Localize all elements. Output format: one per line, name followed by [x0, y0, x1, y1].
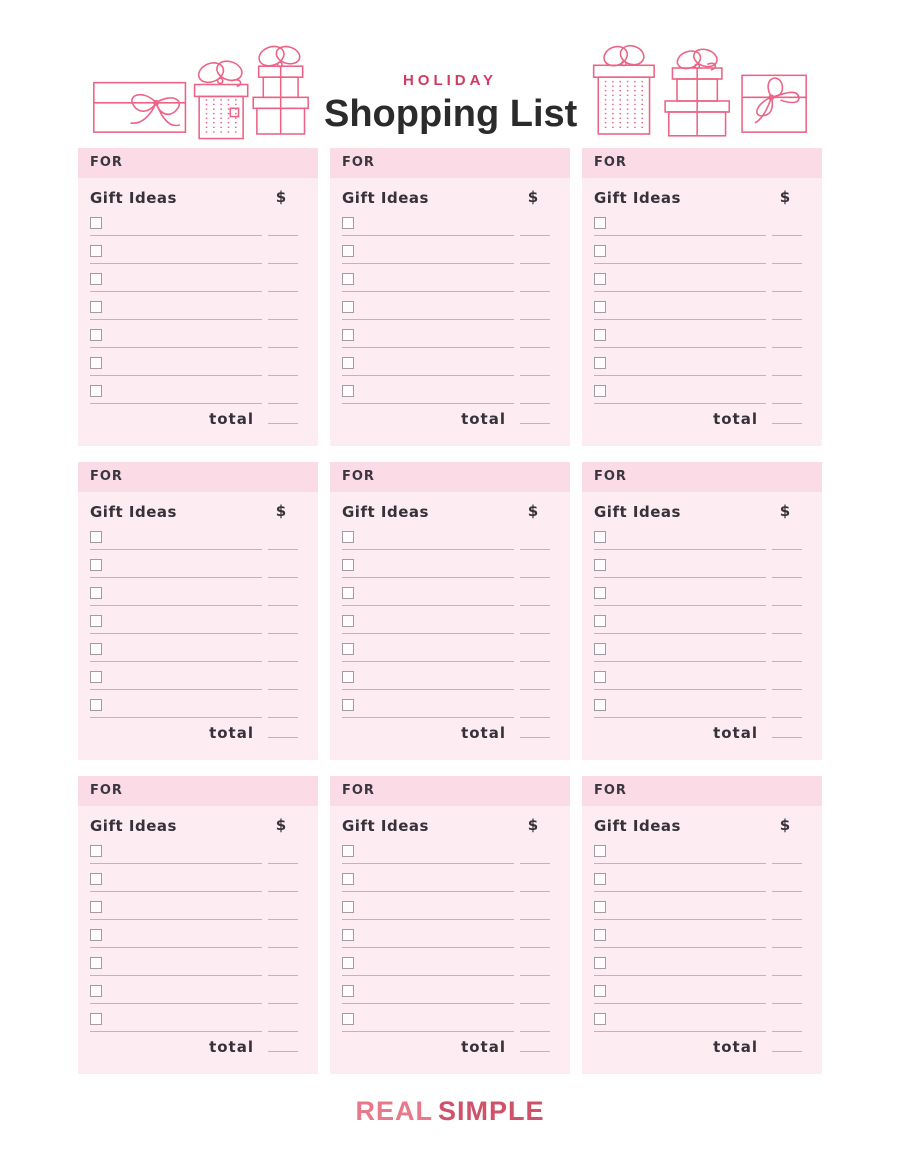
column-header: [594, 502, 802, 522]
gift-row: [342, 662, 550, 690]
gift-checkbox[interactable]: [342, 531, 354, 543]
total-line[interactable]: [772, 423, 802, 424]
gift-checkbox[interactable]: [342, 643, 354, 655]
gift-checkbox[interactable]: [90, 587, 102, 599]
card-body: [582, 816, 822, 1084]
gift-row: [594, 662, 802, 690]
gift-row: [342, 920, 550, 948]
gift-checkbox[interactable]: [342, 929, 354, 941]
gift-boxes-icon: [590, 40, 808, 140]
gift-row: [342, 320, 550, 348]
gift-checkbox[interactable]: [342, 957, 354, 969]
rows: [90, 522, 298, 718]
column-header: [90, 816, 298, 836]
gift-checkbox[interactable]: [90, 273, 102, 285]
gift-row: [342, 1004, 550, 1032]
column-header: [90, 502, 298, 522]
total-row: [90, 718, 298, 745]
gift-row: [342, 578, 550, 606]
gift-boxes-icon: [92, 40, 310, 140]
brand-real: REAL: [355, 1096, 433, 1126]
for-label: FOR: [342, 783, 375, 798]
gift-checkbox[interactable]: [342, 245, 354, 257]
column-header: [90, 188, 298, 208]
gift-checkbox[interactable]: [90, 357, 102, 369]
gift-row: [342, 634, 550, 662]
gift-ideas-label: Gift Ideas: [594, 189, 681, 207]
gift-checkbox[interactable]: [342, 385, 354, 397]
gift-row: [90, 550, 298, 578]
gift-checkbox[interactable]: [594, 587, 606, 599]
gift-row: [90, 578, 298, 606]
rows: [594, 836, 802, 1032]
gift-card: [330, 462, 570, 760]
total-row: [90, 1032, 298, 1059]
total-label: total: [209, 1038, 254, 1056]
total-row: [594, 718, 802, 745]
total-label: total: [461, 410, 506, 428]
card-body: [78, 502, 318, 770]
gift-row: [90, 864, 298, 892]
title-block: [324, 72, 576, 140]
gift-checkbox[interactable]: [90, 217, 102, 229]
gift-ideas-label: Gift Ideas: [594, 817, 681, 835]
gift-row: [594, 348, 802, 376]
card-body: [330, 502, 570, 770]
for-label: FOR: [342, 155, 375, 170]
dollar-symbol: $: [275, 502, 287, 520]
gift-card: [78, 462, 318, 760]
header: [0, 28, 900, 140]
gift-row: [342, 836, 550, 864]
for-band: [78, 148, 318, 178]
rows: [342, 208, 550, 404]
for-band: [582, 776, 822, 806]
dollar-symbol: $: [779, 816, 791, 834]
gift-row: [594, 690, 802, 718]
total-row: [342, 404, 550, 431]
total-label: total: [713, 1038, 758, 1056]
gift-checkbox[interactable]: [90, 873, 102, 885]
gift-checkbox[interactable]: [342, 671, 354, 683]
gift-row: [90, 976, 298, 1004]
total-row: [342, 1032, 550, 1059]
for-label: FOR: [90, 155, 123, 170]
for-label: FOR: [594, 155, 627, 170]
total-label: total: [461, 724, 506, 742]
total-line[interactable]: [520, 737, 550, 738]
gift-checkbox[interactable]: [342, 301, 354, 313]
gift-checkbox[interactable]: [90, 699, 102, 711]
rows: [90, 836, 298, 1032]
for-band: [330, 148, 570, 178]
gift-card: [330, 148, 570, 446]
total-line[interactable]: [772, 737, 802, 738]
gift-checkbox[interactable]: [594, 699, 606, 711]
gift-row: [342, 948, 550, 976]
gift-checkbox[interactable]: [594, 1013, 606, 1025]
gift-checkbox[interactable]: [342, 615, 354, 627]
gift-checkbox[interactable]: [594, 245, 606, 257]
gift-checkbox[interactable]: [90, 245, 102, 257]
gift-boxes-right-icon: [590, 40, 808, 140]
gift-row: [342, 264, 550, 292]
gift-row: [90, 236, 298, 264]
gift-checkbox[interactable]: [90, 985, 102, 997]
column-header: [342, 502, 550, 522]
total-line[interactable]: [268, 423, 298, 424]
gift-row: [90, 920, 298, 948]
gift-row: [342, 376, 550, 404]
gift-checkbox[interactable]: [594, 385, 606, 397]
for-band: [582, 148, 822, 178]
gift-checkbox[interactable]: [594, 559, 606, 571]
gift-checkbox[interactable]: [342, 985, 354, 997]
gift-checkbox[interactable]: [342, 873, 354, 885]
gift-ideas-label: Gift Ideas: [594, 503, 681, 521]
column-header: [594, 816, 802, 836]
gift-row: [342, 550, 550, 578]
gift-row: [90, 662, 298, 690]
total-label: total: [209, 410, 254, 428]
card-body: [78, 188, 318, 456]
for-band: [330, 462, 570, 492]
gift-checkbox[interactable]: [342, 329, 354, 341]
gift-checkbox[interactable]: [594, 873, 606, 885]
gift-row: [90, 892, 298, 920]
gift-row: [342, 690, 550, 718]
gift-row: [90, 208, 298, 236]
gift-card: [78, 148, 318, 446]
total-label: total: [461, 1038, 506, 1056]
gift-row: [90, 376, 298, 404]
page-title: Shopping List: [324, 93, 578, 135]
gift-row: [90, 264, 298, 292]
gift-checkbox[interactable]: [90, 559, 102, 571]
gift-checkbox[interactable]: [342, 699, 354, 711]
gift-row: [90, 292, 298, 320]
gift-checkbox[interactable]: [342, 587, 354, 599]
card-body: [330, 188, 570, 456]
gift-row: [342, 348, 550, 376]
gift-row: [90, 836, 298, 864]
gift-row: [342, 292, 550, 320]
eyebrow-holiday: HOLIDAY: [402, 72, 498, 89]
gift-checkbox[interactable]: [90, 301, 102, 313]
total-row: [90, 404, 298, 431]
gift-checkbox[interactable]: [342, 559, 354, 571]
total-line[interactable]: [520, 1051, 550, 1052]
dollar-symbol: $: [527, 188, 539, 206]
gift-card: [582, 462, 822, 760]
for-label: FOR: [594, 469, 627, 484]
total-row: [594, 404, 802, 431]
gift-checkbox[interactable]: [342, 901, 354, 913]
dollar-symbol: $: [527, 502, 539, 520]
gift-row: [594, 892, 802, 920]
gift-boxes-left-icon: [92, 40, 310, 140]
for-band: [582, 462, 822, 492]
gift-checkbox[interactable]: [594, 531, 606, 543]
gift-row: [90, 606, 298, 634]
gift-checkbox[interactable]: [90, 643, 102, 655]
gift-checkbox[interactable]: [90, 901, 102, 913]
gift-checkbox[interactable]: [594, 273, 606, 285]
gift-card: [582, 776, 822, 1074]
gift-row: [90, 948, 298, 976]
gift-ideas-label: Gift Ideas: [90, 503, 177, 521]
rows: [90, 208, 298, 404]
gift-row: [90, 690, 298, 718]
gift-checkbox[interactable]: [594, 845, 606, 857]
cards-grid: [78, 148, 822, 1074]
gift-row: [342, 976, 550, 1004]
gift-row: [90, 1004, 298, 1032]
gift-checkbox[interactable]: [594, 929, 606, 941]
total-label: total: [713, 410, 758, 428]
rows: [342, 836, 550, 1032]
brand-logo: [0, 1096, 900, 1127]
gift-checkbox[interactable]: [342, 273, 354, 285]
dollar-symbol: $: [779, 188, 791, 206]
gift-row: [594, 376, 802, 404]
gift-row: [594, 236, 802, 264]
for-band: [78, 462, 318, 492]
card-body: [582, 188, 822, 456]
gift-checkbox[interactable]: [594, 217, 606, 229]
rows: [342, 522, 550, 718]
gift-ideas-label: Gift Ideas: [342, 189, 429, 207]
gift-row: [594, 836, 802, 864]
gift-checkbox[interactable]: [90, 615, 102, 627]
card-body: [582, 502, 822, 770]
total-line[interactable]: [268, 1051, 298, 1052]
for-label: FOR: [342, 469, 375, 484]
gift-row: [594, 976, 802, 1004]
gift-row: [342, 892, 550, 920]
for-band: [78, 776, 318, 806]
rows: [594, 522, 802, 718]
gift-checkbox[interactable]: [90, 845, 102, 857]
gift-checkbox[interactable]: [90, 329, 102, 341]
gift-row: [594, 578, 802, 606]
gift-row: [342, 236, 550, 264]
gift-row: [90, 522, 298, 550]
gift-row: [594, 864, 802, 892]
gift-checkbox[interactable]: [594, 615, 606, 627]
gift-row: [342, 864, 550, 892]
gift-row: [594, 606, 802, 634]
gift-checkbox[interactable]: [594, 329, 606, 341]
gift-checkbox[interactable]: [594, 301, 606, 313]
gift-card: [78, 776, 318, 1074]
gift-row: [594, 634, 802, 662]
gift-row: [594, 550, 802, 578]
gift-checkbox[interactable]: [342, 845, 354, 857]
column-header: [594, 188, 802, 208]
gift-row: [594, 920, 802, 948]
gift-row: [90, 634, 298, 662]
gift-checkbox[interactable]: [342, 217, 354, 229]
brand-simple: SIMPLE: [437, 1096, 545, 1126]
gift-row: [90, 320, 298, 348]
gift-row: [342, 522, 550, 550]
dollar-symbol: $: [275, 188, 287, 206]
gift-row: [594, 522, 802, 550]
gift-card: [582, 148, 822, 446]
gift-row: [594, 292, 802, 320]
for-label: FOR: [90, 783, 123, 798]
gift-row: [342, 606, 550, 634]
gift-checkbox[interactable]: [90, 531, 102, 543]
gift-ideas-label: Gift Ideas: [90, 817, 177, 835]
rows: [594, 208, 802, 404]
gift-row: [594, 208, 802, 236]
gift-row: [594, 264, 802, 292]
gift-row: [342, 208, 550, 236]
dollar-symbol: $: [275, 816, 287, 834]
gift-checkbox[interactable]: [594, 957, 606, 969]
gift-row: [594, 1004, 802, 1032]
gift-checkbox[interactable]: [342, 357, 354, 369]
gift-checkbox[interactable]: [90, 957, 102, 969]
gift-checkbox[interactable]: [594, 901, 606, 913]
total-row: [342, 718, 550, 745]
for-label: FOR: [90, 469, 123, 484]
total-label: total: [209, 724, 254, 742]
card-body: [330, 816, 570, 1084]
column-header: [342, 188, 550, 208]
total-label: total: [713, 724, 758, 742]
dollar-symbol: $: [779, 502, 791, 520]
gift-row: [90, 348, 298, 376]
for-band: [330, 776, 570, 806]
gift-checkbox[interactable]: [342, 1013, 354, 1025]
gift-checkbox[interactable]: [90, 929, 102, 941]
gift-ideas-label: Gift Ideas: [342, 503, 429, 521]
gift-checkbox[interactable]: [90, 385, 102, 397]
total-line[interactable]: [520, 423, 550, 424]
gift-checkbox[interactable]: [594, 671, 606, 683]
gift-checkbox[interactable]: [90, 671, 102, 683]
gift-checkbox[interactable]: [594, 643, 606, 655]
gift-card: [330, 776, 570, 1074]
total-line[interactable]: [268, 737, 298, 738]
total-line[interactable]: [772, 1051, 802, 1052]
column-header: [342, 816, 550, 836]
total-row: [594, 1032, 802, 1059]
card-body: [78, 816, 318, 1084]
gift-ideas-label: Gift Ideas: [90, 189, 177, 207]
gift-ideas-label: Gift Ideas: [342, 817, 429, 835]
for-label: FOR: [594, 783, 627, 798]
gift-checkbox[interactable]: [594, 357, 606, 369]
gift-checkbox[interactable]: [90, 1013, 102, 1025]
dollar-symbol: $: [527, 816, 539, 834]
gift-checkbox[interactable]: [594, 985, 606, 997]
gift-row: [594, 320, 802, 348]
gift-row: [594, 948, 802, 976]
